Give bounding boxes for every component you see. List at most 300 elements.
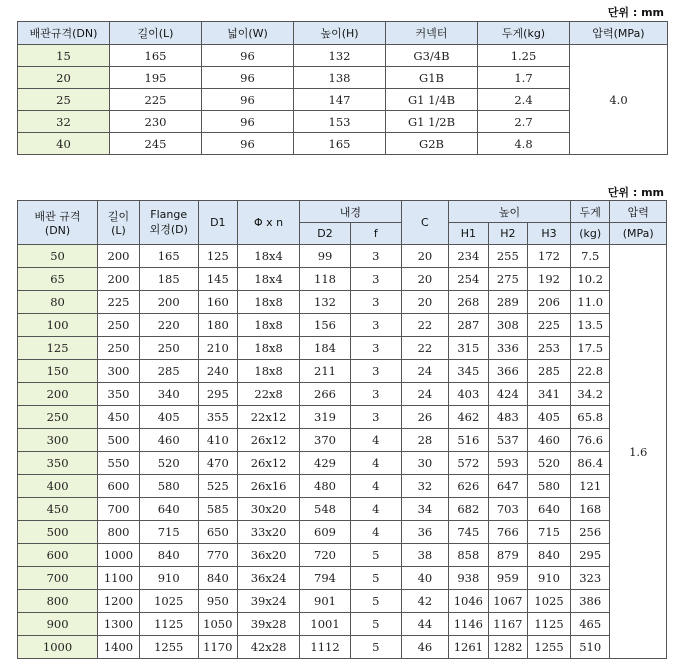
length-cell: 350 <box>98 383 140 406</box>
dn-cell: 1000 <box>18 636 98 659</box>
width-cell: 96 <box>202 133 294 155</box>
header-d1: D1 <box>198 201 238 245</box>
flange-od-cell: 340 <box>139 383 198 406</box>
length-cell: 1200 <box>98 590 140 613</box>
table-row <box>18 636 667 659</box>
dn-cell: 20 <box>18 67 110 89</box>
length-cell: 1400 <box>98 636 140 659</box>
flange-od-cell: 1025 <box>139 590 198 613</box>
weight-cell: 386 <box>570 590 610 613</box>
weight-cell: 65.8 <box>570 406 610 429</box>
d1-cell: 410 <box>198 429 238 452</box>
f-cell: 3 <box>350 314 401 337</box>
h1-cell: 938 <box>449 567 489 590</box>
connector-cell: G3/4B <box>386 45 478 67</box>
weight-cell: 34.2 <box>570 383 610 406</box>
connector-cell: G1 1/4B <box>386 89 478 111</box>
h3-cell: 206 <box>528 291 571 314</box>
f-cell: 3 <box>350 245 401 268</box>
bolt-cell: 22x12 <box>238 406 300 429</box>
bolt-cell: 36x24 <box>238 567 300 590</box>
h1-cell: 287 <box>449 314 489 337</box>
length-cell: 200 <box>98 268 140 291</box>
table-row <box>18 452 667 475</box>
c-cell: 22 <box>401 314 448 337</box>
h2-cell: 1167 <box>488 613 528 636</box>
h3-cell: 172 <box>528 245 571 268</box>
weight-cell: 7.5 <box>570 245 610 268</box>
header-length <box>98 201 140 245</box>
weight-cell: 1.7 <box>478 67 570 89</box>
length-cell: 1300 <box>98 613 140 636</box>
table-row <box>18 567 667 590</box>
c-cell: 46 <box>401 636 448 659</box>
flange-od-cell: 715 <box>139 521 198 544</box>
h3-cell: 1255 <box>528 636 571 659</box>
h3-cell: 840 <box>528 544 571 567</box>
flange-od-cell: 580 <box>139 475 198 498</box>
header-inner-diameter: 내경 <box>300 201 402 223</box>
length-cell: 800 <box>98 521 140 544</box>
h2-cell: 766 <box>488 521 528 544</box>
bolt-cell: 36x20 <box>238 544 300 567</box>
header-d2: D2 <box>300 223 351 245</box>
flange-od-cell: 405 <box>139 406 198 429</box>
height-cell: 132 <box>294 45 386 67</box>
h1-cell: 626 <box>449 475 489 498</box>
d1-cell: 160 <box>198 291 238 314</box>
weight-cell: 323 <box>570 567 610 590</box>
dn-cell: 250 <box>18 406 98 429</box>
header-h1: H1 <box>449 223 489 245</box>
width-cell: 96 <box>202 67 294 89</box>
header-row-1 <box>18 201 667 223</box>
table-row <box>18 268 667 291</box>
d1-cell: 210 <box>198 337 238 360</box>
h1-cell: 268 <box>449 291 489 314</box>
header-length: 길이(L) <box>110 22 202 45</box>
h2-cell: 336 <box>488 337 528 360</box>
flange-od-cell: 165 <box>139 245 198 268</box>
h2-cell: 366 <box>488 360 528 383</box>
flange-od-cell: 910 <box>139 567 198 590</box>
h2-cell: 1067 <box>488 590 528 613</box>
header-weight: 두게(kg) <box>478 22 570 45</box>
weight-cell: 86.4 <box>570 452 610 475</box>
d2-cell: 720 <box>300 544 351 567</box>
table-row <box>18 613 667 636</box>
width-cell: 96 <box>202 45 294 67</box>
d2-cell: 370 <box>300 429 351 452</box>
f-cell: 4 <box>350 498 401 521</box>
d1-cell: 770 <box>198 544 238 567</box>
weight-cell: 17.5 <box>570 337 610 360</box>
dn-cell: 32 <box>18 111 110 133</box>
h3-cell: 520 <box>528 452 571 475</box>
length-cell: 250 <box>98 337 140 360</box>
h3-cell: 460 <box>528 429 571 452</box>
dn-cell: 40 <box>18 133 110 155</box>
h1-cell: 1261 <box>449 636 489 659</box>
flange-od-cell: 285 <box>139 360 198 383</box>
dn-cell: 600 <box>18 544 98 567</box>
f-cell: 5 <box>350 590 401 613</box>
d2-cell: 156 <box>300 314 351 337</box>
header-pressure-bottom: (MPa) <box>610 223 667 245</box>
header-dn <box>18 201 98 245</box>
dn-cell: 80 <box>18 291 98 314</box>
bolt-cell: 18x8 <box>238 337 300 360</box>
f-cell: 3 <box>350 383 401 406</box>
d2-cell: 266 <box>300 383 351 406</box>
h2-cell: 483 <box>488 406 528 429</box>
c-cell: 30 <box>401 452 448 475</box>
bolt-cell: 39x28 <box>238 613 300 636</box>
c-cell: 24 <box>401 360 448 383</box>
pressure-cell: 4.0 <box>570 45 668 155</box>
small-table-header-row <box>18 22 668 45</box>
h3-cell: 580 <box>528 475 571 498</box>
h2-cell: 537 <box>488 429 528 452</box>
flange-od-cell: 220 <box>139 314 198 337</box>
h1-cell: 858 <box>449 544 489 567</box>
bolt-cell: 30x20 <box>238 498 300 521</box>
connector-cell: G2B <box>386 133 478 155</box>
flange-od-cell: 460 <box>139 429 198 452</box>
h2-cell: 308 <box>488 314 528 337</box>
flange-od-cell: 520 <box>139 452 198 475</box>
dn-cell: 65 <box>18 268 98 291</box>
c-cell: 26 <box>401 406 448 429</box>
h1-cell: 1046 <box>449 590 489 613</box>
weight-cell: 10.2 <box>570 268 610 291</box>
d2-cell: 1001 <box>300 613 351 636</box>
connector-cell: G1 1/2B <box>386 111 478 133</box>
h3-cell: 192 <box>528 268 571 291</box>
d2-cell: 132 <box>300 291 351 314</box>
bolt-cell: 26x12 <box>238 429 300 452</box>
dn-cell: 200 <box>18 383 98 406</box>
c-cell: 20 <box>401 268 448 291</box>
h1-cell: 745 <box>449 521 489 544</box>
weight-cell: 510 <box>570 636 610 659</box>
d1-cell: 1170 <box>198 636 238 659</box>
header-weight-bottom: (kg) <box>570 223 610 245</box>
f-cell: 5 <box>350 544 401 567</box>
h3-cell: 640 <box>528 498 571 521</box>
dn-cell: 125 <box>18 337 98 360</box>
h1-cell: 254 <box>449 268 489 291</box>
h3-cell: 341 <box>528 383 571 406</box>
f-cell: 3 <box>350 291 401 314</box>
dn-cell: 150 <box>18 360 98 383</box>
h3-cell: 405 <box>528 406 571 429</box>
f-cell: 3 <box>350 406 401 429</box>
bolt-cell: 18x4 <box>238 245 300 268</box>
top-unit-label: 단위 : mm <box>607 6 664 19</box>
d1-cell: 840 <box>198 567 238 590</box>
table-row <box>18 406 667 429</box>
c-cell: 22 <box>401 337 448 360</box>
flange-od-cell: 840 <box>139 544 198 567</box>
connector-cell: G1B <box>386 67 478 89</box>
length-cell: 250 <box>98 314 140 337</box>
flange-od-cell: 200 <box>139 291 198 314</box>
flange-od-cell: 185 <box>139 268 198 291</box>
d1-cell: 650 <box>198 521 238 544</box>
bolt-cell: 26x16 <box>238 475 300 498</box>
length-cell: 245 <box>110 133 202 155</box>
h3-cell: 253 <box>528 337 571 360</box>
d2-cell: 609 <box>300 521 351 544</box>
d1-cell: 470 <box>198 452 238 475</box>
table-row <box>18 429 667 452</box>
weight-cell: 13.5 <box>570 314 610 337</box>
dn-cell: 700 <box>18 567 98 590</box>
d2-cell: 99 <box>300 245 351 268</box>
bolt-cell: 33x20 <box>238 521 300 544</box>
c-cell: 34 <box>401 498 448 521</box>
c-cell: 44 <box>401 613 448 636</box>
c-cell: 28 <box>401 429 448 452</box>
length-cell: 550 <box>98 452 140 475</box>
header-length-top: 길이 <box>107 210 130 223</box>
dn-cell: 300 <box>18 429 98 452</box>
h3-cell: 715 <box>528 521 571 544</box>
h2-cell: 255 <box>488 245 528 268</box>
d2-cell: 901 <box>300 590 351 613</box>
d2-cell: 118 <box>300 268 351 291</box>
length-cell: 700 <box>98 498 140 521</box>
f-cell: 3 <box>350 268 401 291</box>
flange-od-cell: 640 <box>139 498 198 521</box>
table-row <box>18 245 667 268</box>
header-dn-top: 배관 규격 <box>34 210 81 223</box>
table-row <box>18 521 667 544</box>
d1-cell: 145 <box>198 268 238 291</box>
bolt-cell: 18x8 <box>238 314 300 337</box>
header-f: f <box>350 223 401 245</box>
f-cell: 5 <box>350 567 401 590</box>
h1-cell: 462 <box>449 406 489 429</box>
h2-cell: 1282 <box>488 636 528 659</box>
length-cell: 230 <box>110 111 202 133</box>
weight-cell: 168 <box>570 498 610 521</box>
header-flange-top: Flange <box>150 208 188 221</box>
header-height: 높이 <box>449 201 571 223</box>
width-cell: 96 <box>202 89 294 111</box>
dn-cell: 900 <box>18 613 98 636</box>
h1-cell: 572 <box>449 452 489 475</box>
f-cell: 4 <box>350 521 401 544</box>
h2-cell: 424 <box>488 383 528 406</box>
length-cell: 1100 <box>98 567 140 590</box>
d1-cell: 950 <box>198 590 238 613</box>
h2-cell: 959 <box>488 567 528 590</box>
f-cell: 3 <box>350 360 401 383</box>
flange-spec-table <box>17 200 667 659</box>
bolt-cell: 26x12 <box>238 452 300 475</box>
h1-cell: 234 <box>449 245 489 268</box>
length-cell: 225 <box>110 89 202 111</box>
d2-cell: 794 <box>300 567 351 590</box>
header-height: 높이(H) <box>294 22 386 45</box>
table-row <box>18 498 667 521</box>
width-cell: 96 <box>202 111 294 133</box>
header-h2: H2 <box>488 223 528 245</box>
c-cell: 40 <box>401 567 448 590</box>
bolt-cell: 22x8 <box>238 383 300 406</box>
header-length-bottom: (L) <box>111 224 126 237</box>
weight-cell: 11.0 <box>570 291 610 314</box>
bolt-cell: 18x8 <box>238 291 300 314</box>
weight-cell: 256 <box>570 521 610 544</box>
h2-cell: 593 <box>488 452 528 475</box>
weight-cell: 465 <box>570 613 610 636</box>
weight-cell: 1.25 <box>478 45 570 67</box>
d1-cell: 125 <box>198 245 238 268</box>
header-width: 넓이(W) <box>202 22 294 45</box>
d1-cell: 585 <box>198 498 238 521</box>
bolt-cell: 42x28 <box>238 636 300 659</box>
h3-cell: 225 <box>528 314 571 337</box>
dn-cell: 500 <box>18 521 98 544</box>
weight-cell: 295 <box>570 544 610 567</box>
height-cell: 153 <box>294 111 386 133</box>
small-spec-table <box>17 21 668 155</box>
height-cell: 147 <box>294 89 386 111</box>
dn-cell: 450 <box>18 498 98 521</box>
header-pressure-top: 압력 <box>610 201 667 223</box>
h1-cell: 345 <box>449 360 489 383</box>
bolt-cell: 39x24 <box>238 590 300 613</box>
f-cell: 4 <box>350 429 401 452</box>
d1-cell: 180 <box>198 314 238 337</box>
table-row <box>18 383 667 406</box>
bottom-unit-label: 단위 : mm <box>607 186 664 199</box>
d2-cell: 548 <box>300 498 351 521</box>
c-cell: 38 <box>401 544 448 567</box>
h2-cell: 647 <box>488 475 528 498</box>
h2-cell: 289 <box>488 291 528 314</box>
h1-cell: 1146 <box>449 613 489 636</box>
h3-cell: 1025 <box>528 590 571 613</box>
flange-od-cell: 1255 <box>139 636 198 659</box>
h3-cell: 1125 <box>528 613 571 636</box>
pressure-cell: 1.6 <box>610 245 667 659</box>
d2-cell: 211 <box>300 360 351 383</box>
c-cell: 24 <box>401 383 448 406</box>
h1-cell: 516 <box>449 429 489 452</box>
table-row <box>18 544 667 567</box>
table-row <box>18 291 667 314</box>
length-cell: 500 <box>98 429 140 452</box>
header-flange <box>139 201 198 245</box>
weight-cell: 4.8 <box>478 133 570 155</box>
header-h3: H3 <box>528 223 571 245</box>
d2-cell: 184 <box>300 337 351 360</box>
header-dn: 배관규격(DN) <box>18 22 110 45</box>
header-weight-top: 두게 <box>570 201 610 223</box>
length-cell: 200 <box>98 245 140 268</box>
height-cell: 165 <box>294 133 386 155</box>
f-cell: 3 <box>350 337 401 360</box>
table-row <box>18 590 667 613</box>
header-pressure: 압력(MPa) <box>570 22 668 45</box>
d2-cell: 1112 <box>300 636 351 659</box>
h1-cell: 315 <box>449 337 489 360</box>
c-cell: 36 <box>401 521 448 544</box>
table-row <box>18 475 667 498</box>
h3-cell: 285 <box>528 360 571 383</box>
length-cell: 600 <box>98 475 140 498</box>
d1-cell: 240 <box>198 360 238 383</box>
dn-cell: 800 <box>18 590 98 613</box>
h1-cell: 682 <box>449 498 489 521</box>
h1-cell: 403 <box>449 383 489 406</box>
c-cell: 42 <box>401 590 448 613</box>
length-cell: 1000 <box>98 544 140 567</box>
header-c: C <box>401 201 448 245</box>
dn-cell: 350 <box>18 452 98 475</box>
d2-cell: 319 <box>300 406 351 429</box>
header-flange-bottom: 외경(D) <box>149 223 188 236</box>
weight-cell: 2.7 <box>478 111 570 133</box>
header-dn-bottom: (DN) <box>44 224 71 237</box>
table-row <box>18 314 667 337</box>
f-cell: 5 <box>350 613 401 636</box>
d1-cell: 355 <box>198 406 238 429</box>
bolt-cell: 18x4 <box>238 268 300 291</box>
weight-cell: 2.4 <box>478 89 570 111</box>
d1-cell: 295 <box>198 383 238 406</box>
header-connector: 커넥터 <box>386 22 478 45</box>
c-cell: 32 <box>401 475 448 498</box>
height-cell: 138 <box>294 67 386 89</box>
weight-cell: 121 <box>570 475 610 498</box>
h2-cell: 879 <box>488 544 528 567</box>
weight-cell: 22.8 <box>570 360 610 383</box>
c-cell: 20 <box>401 245 448 268</box>
length-cell: 195 <box>110 67 202 89</box>
d2-cell: 429 <box>300 452 351 475</box>
dn-cell: 15 <box>18 45 110 67</box>
table-row <box>18 360 667 383</box>
table-row <box>18 337 667 360</box>
h2-cell: 703 <box>488 498 528 521</box>
c-cell: 20 <box>401 291 448 314</box>
length-cell: 300 <box>98 360 140 383</box>
bolt-cell: 18x8 <box>238 360 300 383</box>
f-cell: 4 <box>350 475 401 498</box>
length-cell: 225 <box>98 291 140 314</box>
h3-cell: 910 <box>528 567 571 590</box>
d1-cell: 1050 <box>198 613 238 636</box>
header-phi: Φ x n <box>238 201 300 245</box>
weight-cell: 76.6 <box>570 429 610 452</box>
length-cell: 165 <box>110 45 202 67</box>
flange-od-cell: 1125 <box>139 613 198 636</box>
dn-cell: 50 <box>18 245 98 268</box>
f-cell: 5 <box>350 636 401 659</box>
flange-od-cell: 250 <box>139 337 198 360</box>
d1-cell: 525 <box>198 475 238 498</box>
table-row <box>18 45 668 67</box>
h2-cell: 275 <box>488 268 528 291</box>
f-cell: 4 <box>350 452 401 475</box>
dn-cell: 25 <box>18 89 110 111</box>
dn-cell: 400 <box>18 475 98 498</box>
